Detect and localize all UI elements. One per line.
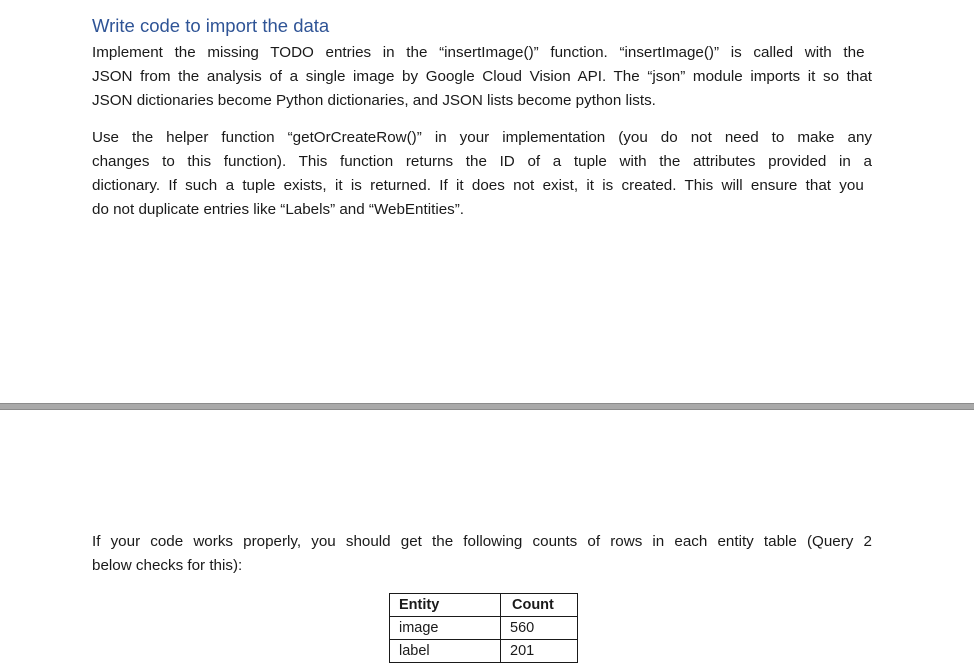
paragraph-line: Implement the missing TODO entries in the “insertImage()” function. “insertImage()” is called with the [92, 44, 865, 61]
section-heading: Write code to import the data [92, 15, 330, 36]
paragraph-line: JSON from the analysis of a single image by Google Cloud Vision API. The “json” module imports it so that [92, 68, 872, 85]
table-row [390, 640, 578, 663]
paragraph-line: do not duplicate entries like “Labels” and “WebEntities”. [92, 201, 465, 218]
entity-cell: label [390, 640, 501, 663]
column-header-count: Count [501, 594, 578, 617]
paragraph-line: dictionary. If such a tuple exists, it is returned. If it does not exist, it is created. This will ensure that you [92, 177, 864, 194]
entity-count-table [389, 593, 578, 663]
count-cell: 201 [501, 640, 578, 663]
paragraph-line: changes to this function). This function returns the ID of a tuple with the attributes provided in a [92, 153, 872, 170]
table-header-row [390, 594, 578, 617]
entity-cell: image [390, 617, 501, 640]
table-row [390, 617, 578, 640]
page-separator [0, 403, 974, 410]
paragraph-expected-counts [92, 530, 872, 578]
paragraph-helper-function [92, 126, 872, 222]
paragraph-line: below checks for this): [92, 557, 243, 574]
count-cell: 560 [501, 617, 578, 640]
column-header-entity: Entity [390, 594, 501, 617]
paragraph-insert-image [92, 41, 872, 113]
paragraph-line: JSON dictionaries become Python dictionaries, and JSON lists become python lists. [92, 92, 656, 109]
paragraph-line: If your code works properly, you should get the following counts of rows in each entity table (Query 2 [92, 533, 872, 550]
paragraph-line: Use the helper function “getOrCreateRow()” in your implementation (you do not need to make any [92, 129, 872, 146]
